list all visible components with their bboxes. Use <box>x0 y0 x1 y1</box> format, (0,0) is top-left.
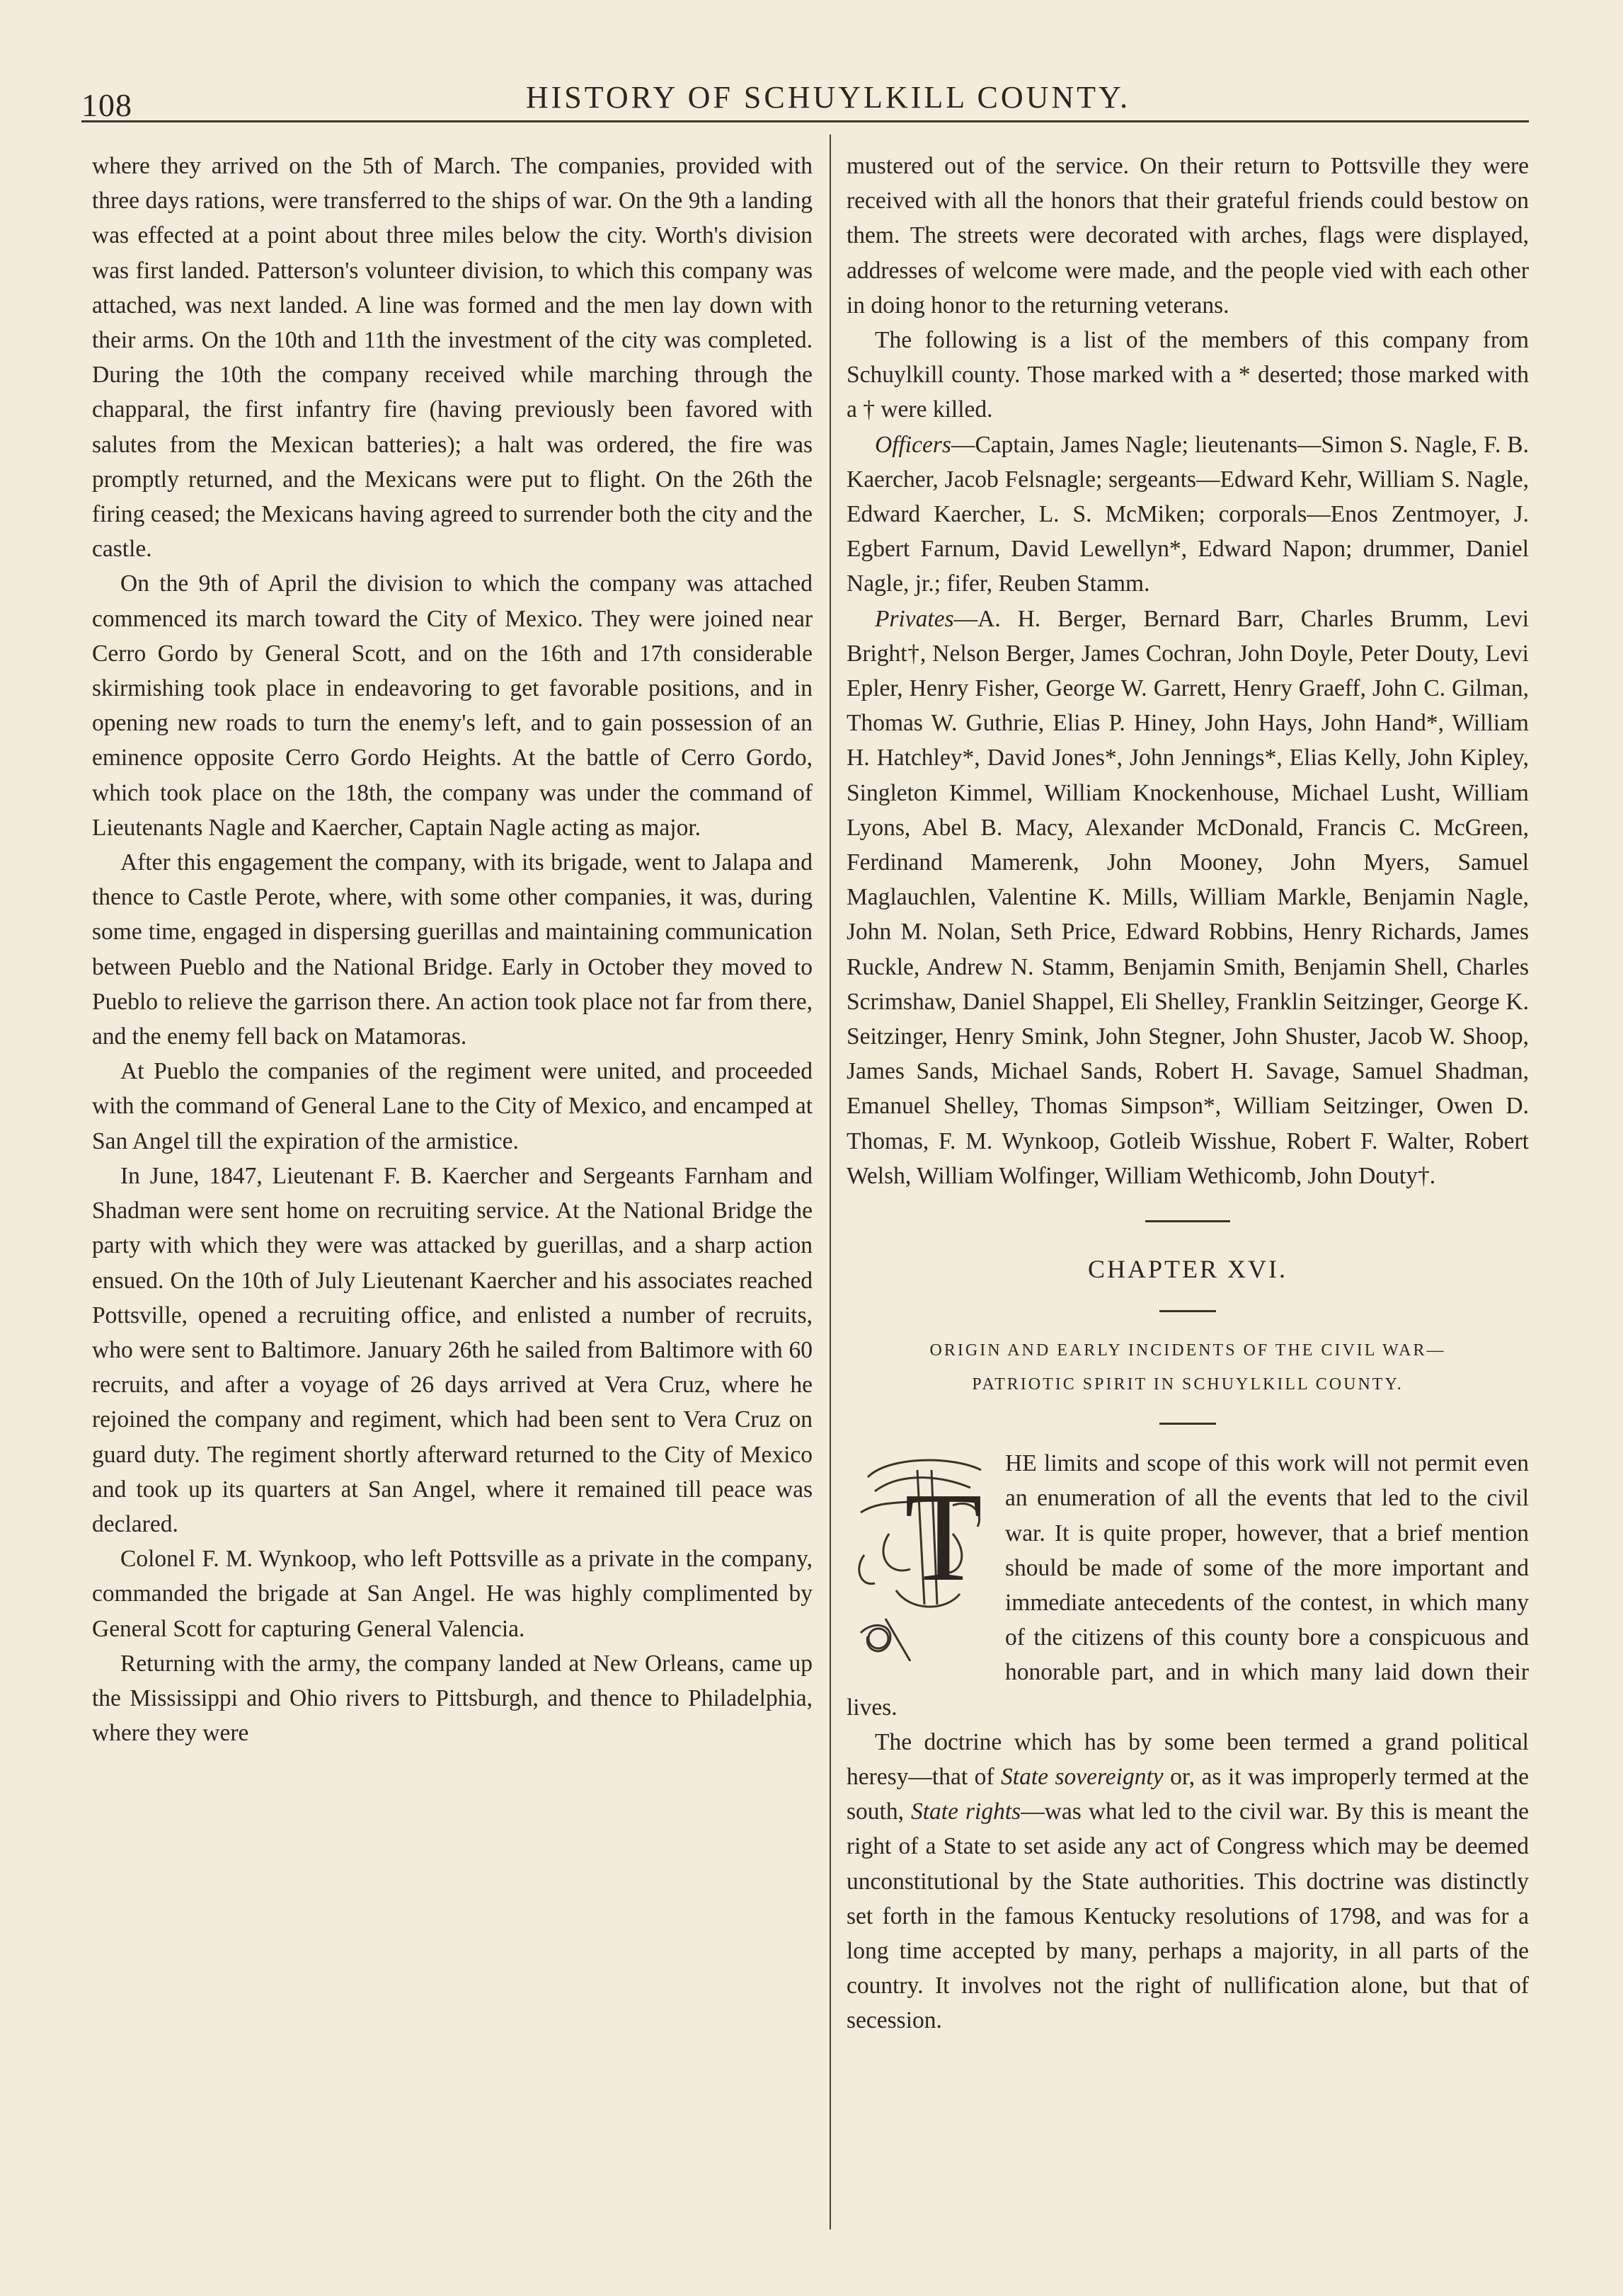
state-sovereignty: State sovereignty <box>1001 1763 1164 1790</box>
paragraph: Colonel F. M. Wynkoop, who left Pottsville as a private in the company, commanded the brigade at San Angel. He was highly complimented by General Scott for capturing General Valencia. <box>92 1546 813 1642</box>
paragraph: In June, 1847, Lieutenant F. B. Kaercher and Sergeants Farnham and Shadman were sent home on recruiting service. At the National Bridge the party with which they were was attacked by guerillas, and a sharp action ensued. On the 10th of July Lieutenant Kaercher and his associates reached Pottsville, opened a recruiting office, and enlisted a number of recruits, who were sent to Baltimore. January 26th he sailed from Baltimore with 60 recruits, and after a voyage of 26 days arrived at Vera Cruz, where he rejoined the company and regiment, which had been sent to Vera Cruz on guard duty. The regiment shortly afterward returned to the City of Mexico and took up its quarters at San Angel, where it remained till peace was declared. <box>92 1162 813 1537</box>
section-rule <box>1159 1423 1216 1425</box>
doctrine-text: The doctrine which has by some been termed a grand political heresy—that of <box>847 1728 1529 1790</box>
paragraph: The following is a list of the members of this company from Schuylkill county. Those marked with a * deserted; those marked with a † were killed. <box>847 327 1529 423</box>
privates-label: Privates <box>875 605 954 632</box>
header-rule <box>81 120 1529 122</box>
left-column <box>92 149 813 1750</box>
paragraph: At Pueblo the companies of the regiment were united, and proceeded with the command of General Lane to the City of Mexico, and encamped at San Angel till the expiration of the armistice. <box>92 1058 813 1154</box>
paragraph: After this engagement the company, with its brigade, went to Jalapa and thence to Castle Perote, where, with some other companies, it was, during some time, engaged in dispersing guerillas and maintaining communication between Pueblo and the National Bridge. Early in October they moved to Pueblo to relieve the garrison there. An action took place not far from there, and the enemy fell back on Matamoras. <box>92 849 813 1050</box>
privates-text: —A. H. Berger, Bernard Barr, Charles Brumm, Levi Bright†, Nelson Berger, James Cochran, John Doyle, Peter Douty, Levi Epler, Henry Fisher, George W. Garrett, Henry Graeff, John C. Gilman, Thomas W. Guthrie, Elias P. Hiney, John Hays, John Hand*, William H. Hatchley*, David Jones*, John Jennings*, Elias Kelly, John Kipley, Singleton Kimmel, William Knockenhouse, Michael Lusht, William Lyons, Abel B. Macy, Alexander McDonald, Francis C. McGreen, Ferdinand Mamerenk, John Mooney, John Myers, Samuel Maglauchlen, Valentine K. Mills, William Markle, Benjamin Nagle, John M. Nolan, Seth Price, Edward Robbins, Henry Richards, James Ruckle, Andrew N. Stamm, Benjamin Smith, Benjamin Shell, Charles Scrimshaw, Daniel Shappel, Eli Shelley, Franklin Seitzinger, George K. Seitzinger, Henry Smink, John Stegner, John Shuster, Jacob W. Shoop, James Sands, Michael Sands, Robert H. Savage, Samuel Shadman, Emanuel Shelley, Thomas Simpson*, William Seitzinger, Owen D. Thomas, F. M. Wynkoop, Gotleib Wisshue, Robert F. Walter, Robert Welsh, William Wolfinger, William Wethicomb, John Douty†. <box>847 605 1529 1189</box>
paragraph: On the 9th of April the division to which the company was attached commenced its march toward the City of Mexico. They were joined near Cerro Gordo by General Scott, and on the 16th and 17th considerable skirmishing took place in endeavoring to get favorable positions, and in opening new roads to turn the enemy's left, and to gain possession of an eminence opposite Cerro Gordo Heights. At the battle of Cerro Gordo, which took place on the 18th, the company was under the command of Lieutenants Nagle and Kaercher, Captain Nagle acting as major. <box>92 570 813 841</box>
dropcap-letter: T <box>905 1466 982 1608</box>
right-column <box>847 149 1529 2038</box>
chapter-opening <box>847 1446 1529 1725</box>
chapter-subtitle-line-1: ORIGIN AND EARLY INCIDENTS OF THE CIVIL WAR— <box>929 1341 1446 1360</box>
officers-list <box>847 427 1529 602</box>
privates-list <box>847 602 1529 1193</box>
officers-text: —Captain, James Nagle; lieutenants—Simon S. Nagle, F. B. Kaercher, Jacob Felsnagle; sergeants—Edward Kehr, William S. Nagle, Edward Kaercher, L. S. McMiken; corporals—Enos Zentmoyer, J. Egbert Farnum, David Lewellyn*, Edward Napon; drummer, Daniel Nagle, jr.; fifer, Reuben Stamm. <box>847 431 1529 597</box>
page-number: 108 <box>81 87 132 123</box>
column-divider <box>830 134 831 2229</box>
state-rights: State rights <box>911 1798 1021 1825</box>
paragraph: mustered out of the service. On their return to Pottsville they were received with all the honors that their grateful friends could bestow on them. The streets were decorated with arches, flags were displayed, addresses of welcome were made, and the people vied with each other in doing honor to the returning veterans. <box>847 153 1529 318</box>
paragraph <box>847 1725 1529 2038</box>
chapter-intro: HE limits and scope of this work will not permit even an enumeration of all the events that led to the civil war. It is quite proper, however, that a brief mention should be made of some of the more important and immediate antecedents of the contest, in which many of the citizens of this county bore a conspicuous and honorable part, and in which many laid down their lives. <box>847 1450 1529 1721</box>
running-title: HISTORY OF SCHUYLKILL COUNTY. <box>525 80 1131 115</box>
section-rule <box>1159 1310 1216 1312</box>
officers-label: Officers <box>875 431 951 458</box>
doctrine-text: or, as it was improperly termed at the south, <box>847 1763 1530 1825</box>
doctrine-text: —was what led to the civil war. By this is meant the right of a State to set aside any act of Congress which may be deemed unconstitutional by the State authorities. This doctrine was distinctly set forth in the famous Kentucky resolutions of 1798, and was for a long time accepted by many, perhaps a majority, in all parts of the country. It involves not the right of nullification alone, but that of secession. <box>847 1798 1529 2034</box>
chapter-subtitle-line-2: PATRIOTIC SPIRIT IN SCHUYLKILL COUNTY. <box>972 1375 1404 1394</box>
paragraph: where they arrived on the 5th of March. The companies, provided with three days rations, were transferred to the ships of war. On the 9th a landing was effected at a point about three miles below the city. Worth's division was first landed. Patterson's volunteer division, to which this company was attached, was next landed. A line was formed and the men lay down with their arms. On the 10th and 11th the investment of the city was completed. During the 10th the company received while marching through the chapparal, the first infantry fire (having previously been favored with salutes from the Mexican batteries); a halt was ordered, the fire was promptly returned, and the Mexicans were put to flight. On the 26th the firing ceased; the Mexicans having agreed to surrender both the city and the castle. <box>92 153 813 563</box>
paragraph: Returning with the army, the company landed at New Orleans, came up the Mississippi and Ohio rivers to Pittsburgh, and thence to Philadelphia, where they were <box>92 1650 813 1747</box>
chapter-heading: CHAPTER XVI. <box>1087 1255 1287 1284</box>
section-rule <box>1145 1220 1230 1222</box>
ornamental-dropcap-icon <box>847 1449 995 1661</box>
